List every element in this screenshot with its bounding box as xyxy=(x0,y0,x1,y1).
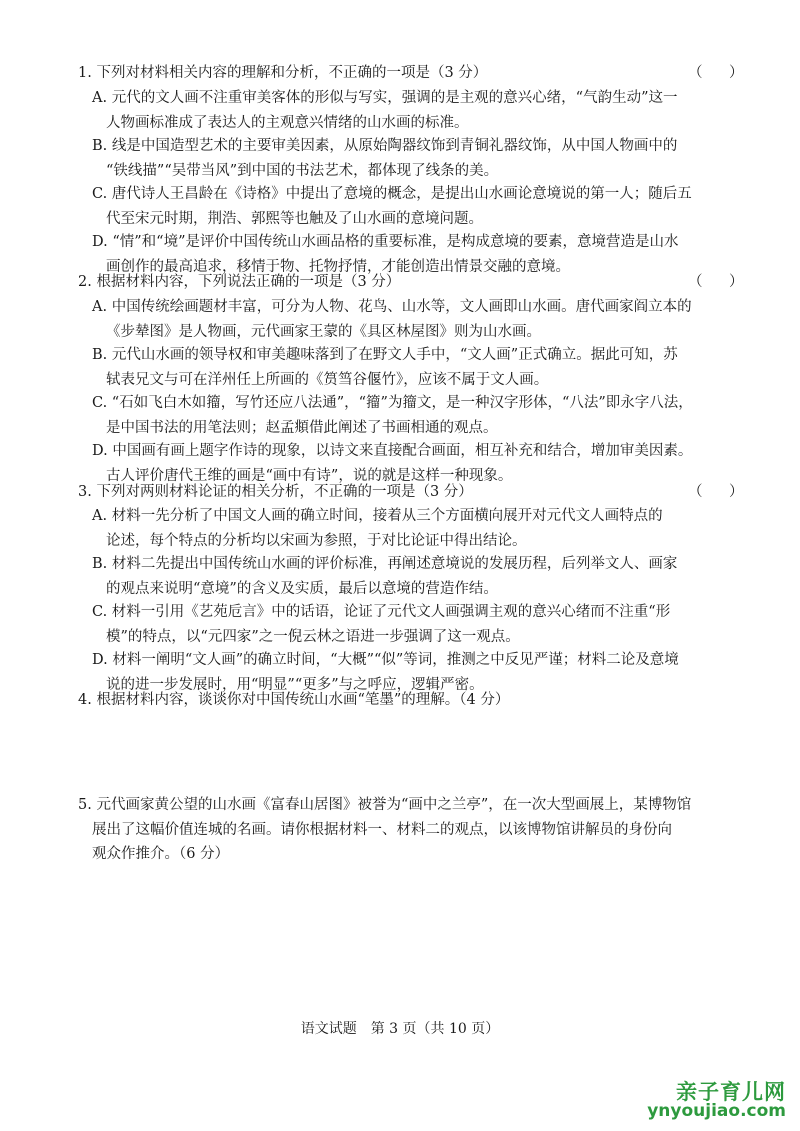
question-line: 观众作推介。（6 分） xyxy=(92,846,230,862)
option-line: B. 线是中国造型艺术的主要审美因素，从原始陶器纹饰到青铜礼器纹饰，从中国人物画中的 xyxy=(92,138,678,154)
option-line: B. 元代山水画的领导权和审美趣味落到了在野文人手中，“文人画”正式确立。据此可知，苏 xyxy=(92,347,678,363)
question-3-stem: 3. 下列对两则材料论证的相关分析，不正确的一项是（3 分） xyxy=(78,484,473,500)
question-3-option-c xyxy=(92,600,754,649)
question-4 xyxy=(78,688,750,713)
option-line: 画创作的最高追求，移情于物、托物抒情，才能创造出情景交融的意境。 xyxy=(106,258,570,275)
option-line: D. 中国画有画上题字作诗的现象，以诗文来直接配合画面，相互补充和结合，增加审美因素。 xyxy=(92,443,693,459)
option-line: 模”的特点，以“元四家”之一倪云林之语进一步强调了这一观点。 xyxy=(106,628,520,645)
question-2-option-a xyxy=(92,295,754,344)
option-line: C. 材料一引用《艺苑卮言》中的话语，论证了元代文人画强调主观的意兴心绪而不注重“形 xyxy=(92,604,671,620)
option-line: “铁线描”“吴带当风”到中国的书法艺术，都体现了线条的美。 xyxy=(106,162,499,179)
page-footer: 语文试题 第 3 页（共 10 页） xyxy=(300,1021,500,1037)
question-line: 5. 元代画家黄公望的山水画《富春山居图》被誉为“画中之兰亭”，在一次大型画展上，某博物馆 xyxy=(78,797,692,813)
question-1-answer-blank: （ ） xyxy=(688,65,750,81)
option-line: 论述，每个特点的分析均以宋画为参照，于对比论证中得出结论。 xyxy=(106,532,527,549)
option-line: 《步辇图》是人物画，元代画家王蒙的《具区林屋图》则为山水画。 xyxy=(106,323,541,340)
question-3-answer-blank: （ ） xyxy=(688,484,750,500)
option-line: D. “情”和“境”是评价中国传统山水画品格的重要标准，是构成意境的要素，意境营造是山水 xyxy=(92,234,679,250)
option-line: A. 中国传统绘画题材丰富，可分为人物、花鸟、山水等，文人画即山水画。唐代画家阎立本的 xyxy=(92,299,692,315)
watermark-url: ynyoujiao.com xyxy=(647,1101,786,1122)
option-line: 古人评价唐代王维的画是“画中有诗”，说的就是这样一种现象。 xyxy=(106,467,513,484)
question-line: 4. 根据材料内容，谈谈你对中国传统山水画“笔墨”的理解。（4 分） xyxy=(78,692,510,708)
question-line: 展出了这幅价值连城的名画。请你根据材料一、材料二的观点，以该博物馆讲解员的身份向 xyxy=(92,821,672,838)
question-2-option-c xyxy=(92,391,754,440)
question-2-stem: 2. 根据材料内容，下列说法正确的一项是（3 分） xyxy=(78,274,401,290)
question-1-option-a xyxy=(92,86,754,135)
option-line: 是中国书法的用笔法则；赵孟頫借此阐述了书画相通的观点。 xyxy=(106,419,498,436)
watermark-name: 亲子育儿网 xyxy=(676,1080,786,1105)
question-1-stem: 1. 下列对材料相关内容的理解和分析，不正确的一项是（3 分） xyxy=(78,65,488,81)
question-1-option-c xyxy=(92,182,754,231)
option-line: A. 材料一先分析了中国文人画的确立时间，接着从三个方面横向展开对元代文人画特点的 xyxy=(92,508,663,524)
site-watermark xyxy=(647,1081,786,1121)
question-2-option-b xyxy=(92,343,754,392)
question-3-option-a xyxy=(92,504,754,553)
question-1-option-b xyxy=(92,134,754,183)
option-line: 代至宋元时期，荆浩、郭熙等也触及了山水画的意境问题。 xyxy=(106,210,483,227)
question-5 xyxy=(78,793,750,867)
option-line: 的观点来说明“意境”的含义及实质，最后以意境的营造作结。 xyxy=(106,580,498,597)
option-line: 人物画标准成了表达人的主观意兴情绪的山水画的标准。 xyxy=(106,114,469,131)
option-line: A. 元代的文人画不注重审美客体的形似与写实，强调的是主观的意兴心绪，“气韵生动”这一 xyxy=(92,90,678,106)
option-line: 说的进一步发展时，用“明显”“更多”与之呼应，逻辑严密。 xyxy=(106,676,484,693)
option-line: 轼表兄文与可在洋州任上所画的《筼筜谷偃竹》，应该不属于文人画。 xyxy=(106,371,549,388)
option-line: B. 材料二先提出中国传统山水画的评价标准，再阐述意境说的发展历程，后列举文人、画家 xyxy=(92,556,678,572)
option-line: D. 材料一阐明“文人画”的确立时间，“大概”“似”等词，推测之中反见严谨；材料二论及意境 xyxy=(92,652,679,668)
question-3-option-b xyxy=(92,552,754,601)
question-2-answer-blank: （ ） xyxy=(688,274,750,290)
option-line: C. 唐代诗人王昌龄在《诗格》中提出了意境的概念，是提出山水画论意境说的第一人；随后五 xyxy=(92,186,692,202)
option-line: C. “石如飞白木如籀，写竹还应八法通”，“籀”为籀文，是一种汉字形体，“八法”即永字八法， xyxy=(92,395,693,411)
